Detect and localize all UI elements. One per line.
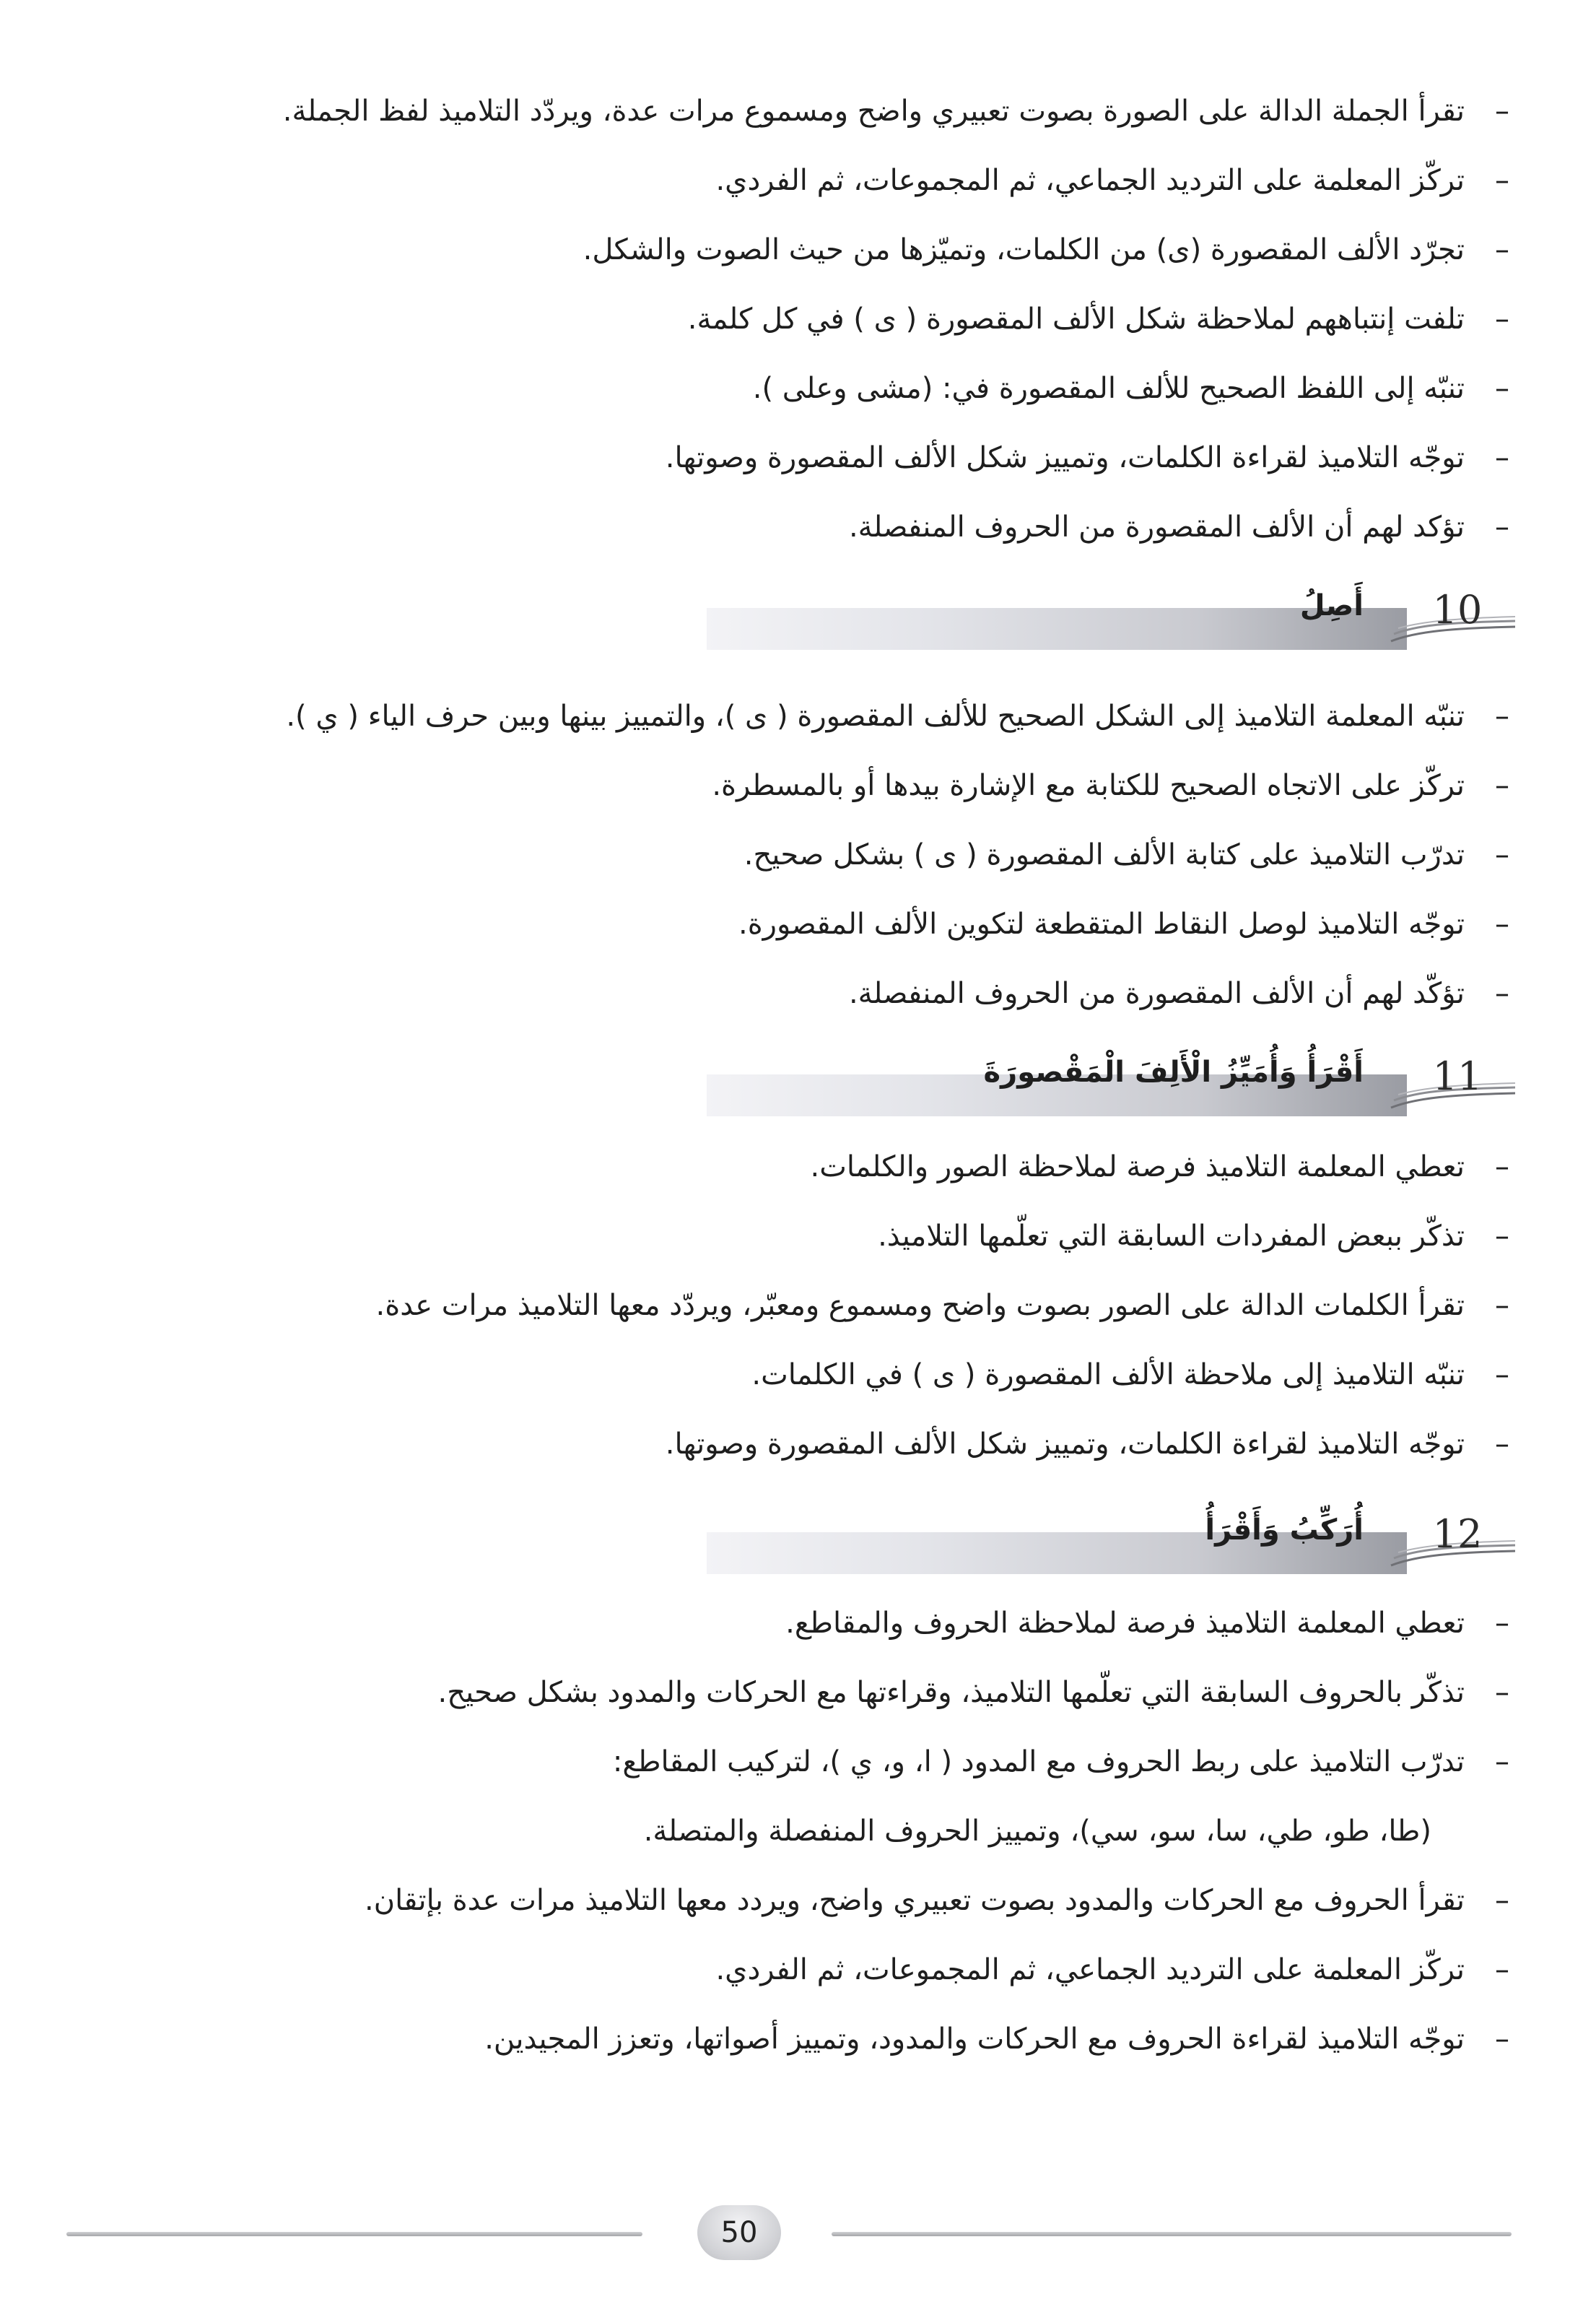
bullet-dash: –	[1495, 164, 1509, 197]
section-12-list	[80, 1589, 1509, 2074]
list-item: – تنبّه إلى اللفظ الصحيح للألف المقصورة في: (مشى وعلى ).	[80, 354, 1509, 423]
bullet-dash: –	[1495, 769, 1509, 802]
bullet-dash: –	[1495, 1884, 1509, 1917]
bullet-dash: –	[1495, 1953, 1509, 1986]
section-title: أَقْرَأُ وَأُمَيِّزُ الْأَلِفَ الْمَقْصورَةَ	[983, 1056, 1364, 1089]
list-item: – تذكّر بالحروف السابقة التي تعلّمها التلاميذ، وقراءتها مع الحركات والمدود بشكل صحيح.	[80, 1658, 1509, 1727]
bullet-dash: –	[1495, 1358, 1509, 1391]
bullet-dash: –	[1495, 908, 1509, 941]
list-item: – تركّز على الاتجاه الصحيح للكتابة مع الإشارة بيدها أو بالمسطرة.	[80, 751, 1509, 820]
bullet-dash: –	[1495, 1428, 1509, 1461]
footer-rule-right	[832, 2232, 1512, 2236]
section-title: أَصِلُ	[1299, 589, 1364, 622]
list-item: – تقرأ الجملة الدالة على الصورة بصوت تعبيري واضح ومسموع مرات عدة، ويردّد التلاميذ لفظ الجملة.	[80, 77, 1509, 146]
section-number: 10	[1432, 587, 1483, 633]
list-item: – توجّه التلاميذ لوصل النقاط المتقطعة لتكوين الألف المقصورة.	[80, 890, 1509, 959]
bullet-dash: –	[1495, 700, 1509, 733]
bullet-dash: –	[1495, 2023, 1509, 2056]
bullet-dash: –	[1495, 838, 1509, 872]
section-10-list	[80, 682, 1509, 1028]
list-item: – تدرّب التلاميذ على ربط الحروف مع المدود ( ا، و، ي )، لتركيب المقاطع:	[80, 1727, 1509, 1797]
bullet-dash: –	[1495, 372, 1509, 405]
list-item: – تنبّه التلاميذ إلى ملاحظة الألف المقصورة ( ى ) في الكلمات.	[80, 1340, 1509, 1409]
section-11-list	[80, 1132, 1509, 1479]
bullet-dash: –	[1495, 303, 1509, 336]
bullet-dash: –	[1495, 1150, 1509, 1183]
bullet-dash: –	[1495, 1607, 1509, 1640]
list-item: – توجّه التلاميذ لقراءة الكلمات، وتمييز شكل الألف المقصورة وصوتها.	[80, 1409, 1509, 1479]
list-item: – تدرّب التلاميذ على كتابة الألف المقصورة ( ى ) بشكل صحيح.	[80, 820, 1509, 890]
bullet-dash: –	[1495, 511, 1509, 544]
bullet-dash: –	[1495, 1676, 1509, 1709]
section-heading-12	[707, 1502, 1515, 1574]
bullet-dash: –	[1495, 1289, 1509, 1322]
bullet-dash: –	[1495, 233, 1509, 266]
bullet-dash: –	[1495, 1745, 1509, 1778]
list-item: – تذكّر ببعض المفردات السابقة التي تعلّمها التلاميذ.	[80, 1202, 1509, 1271]
list-item: – تنبّه المعلمة التلاميذ إلى الشكل الصحيح للألف المقصورة ( ى )، والتمييز بينها وبين حرف الياء ( ي ).	[80, 682, 1509, 751]
list-item: – تركّز المعلمة على الترديد الجماعي، ثم المجموعات، ثم الفردي.	[80, 146, 1509, 215]
bullet-dash: –	[1495, 441, 1509, 474]
bullet-dash: –	[1495, 977, 1509, 1010]
list-item: – تعطي المعلمة التلاميذ فرصة لملاحظة الحروف والمقاطع.	[80, 1589, 1509, 1658]
section-title: أُرَكِّبُ وَأَقْرَأُ	[1205, 1513, 1364, 1547]
intro-list	[80, 77, 1509, 562]
section-number: 12	[1432, 1511, 1483, 1557]
page-number: 50	[697, 2205, 781, 2260]
list-item: – تعطي المعلمة التلاميذ فرصة لملاحظة الصور والكلمات.	[80, 1132, 1509, 1202]
list-item: – تجرّد الألف المقصورة (ى) من الكلمات، وتميّزها من حيث الصوت والشكل.	[80, 215, 1509, 284]
list-item: – تؤكد لهم أن الألف المقصورة من الحروف المنفصلة.	[80, 492, 1509, 562]
bullet-dash: –	[1495, 95, 1509, 128]
list-item: – توجّه التلاميذ لقراءة الكلمات، وتمييز شكل الألف المقصورة وصوتها.	[80, 423, 1509, 492]
list-item: – تؤكّد لهم أن الألف المقصورة من الحروف المنفصلة.	[80, 959, 1509, 1028]
bullet-dash: –	[1495, 1220, 1509, 1253]
list-item: – تقرأ الحروف مع الحركات والمدود بصوت تعبيري واضح، ويردد معها التلاميذ مرات عدة بإتقان.	[80, 1866, 1509, 1935]
section-number: 11	[1432, 1053, 1483, 1099]
section-heading-11	[707, 1044, 1515, 1116]
section-heading-10	[707, 578, 1515, 650]
list-item: – تركّز المعلمة على الترديد الجماعي، ثم المجموعات، ثم الفردي.	[80, 1935, 1509, 2004]
list-item: – تقرأ الكلمات الدالة على الصور بصوت واضح ومسموع ومعبّر، ويردّد معها التلاميذ مرات عدة.	[80, 1271, 1509, 1340]
list-item-continuation: (طا، طو، طي، سا، سو، سي)، وتمييز الحروف المنفصلة والمتصلة.	[643, 1815, 1431, 1848]
list-item: – توجّه التلاميذ لقراءة الحروف مع الحركات والمدود، وتمييز أصواتها، وتعزز المجيدين.	[80, 2004, 1509, 2074]
list-item: – تلفت إنتباههم لملاحظة شكل الألف المقصورة ( ى ) في كل كلمة.	[80, 284, 1509, 354]
footer-rule-left	[66, 2232, 642, 2236]
